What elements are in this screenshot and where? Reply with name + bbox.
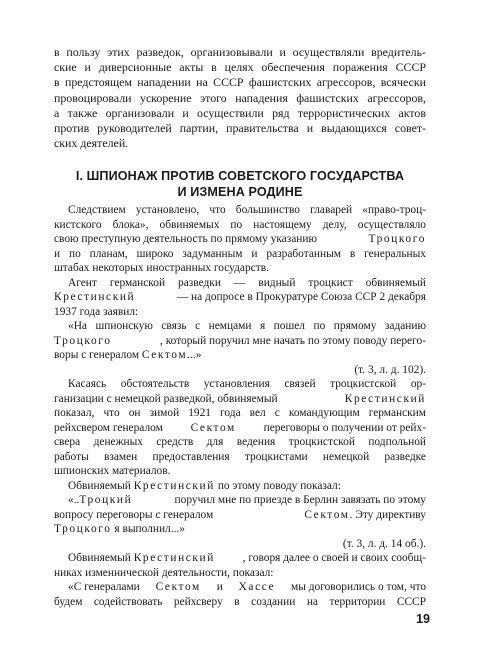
- section-body: [54, 203, 426, 609]
- text-line: 1937 года заявил:: [54, 305, 139, 318]
- text-run: , говоря далее о своей и своих сообщ-: [242, 552, 426, 564]
- text-line: против руководителей партии, правительства и выдающихся совет-: [54, 121, 426, 136]
- text-line: [54, 551, 426, 566]
- name-spaced: Троцкого: [54, 334, 112, 347]
- text-line: кистского блока», обвиняемых по настоящему делу, осуществляло: [54, 218, 426, 231]
- name-spaced: Сектом: [190, 421, 236, 434]
- text-run: и: [216, 581, 223, 593]
- text-line: [54, 232, 426, 247]
- text-line: шпионских материалов.: [54, 465, 171, 477]
- quote: [54, 319, 426, 377]
- text-line: [54, 479, 426, 494]
- text-run: свою преступную деятельность по прямому указанию: [54, 233, 317, 245]
- name-spaced: Сектом: [304, 508, 350, 521]
- text-line: Агент германской разведки — видный троцкист обвиняемый: [68, 276, 426, 289]
- paragraph: [54, 551, 426, 580]
- paragraph: [54, 377, 426, 479]
- text-line: в предстоящем нападении на СССР фашистских агрессоров, всячески: [54, 75, 426, 90]
- text-line: показал, что он зимой 1921 года вел с командующим германским: [54, 407, 426, 419]
- text-line: и по планам, широко задуманным и разработанным в генеральных: [54, 247, 426, 260]
- paragraph: [54, 479, 426, 494]
- text-run: переговоры о получении от рейх-: [263, 421, 426, 434]
- text-run: «С генералами: [68, 581, 140, 593]
- name-spaced: Троцкого: [54, 523, 112, 535]
- text-line: [54, 421, 426, 436]
- name-spaced: Хассе: [238, 581, 276, 593]
- text-line: никах изменнической деятельности, показал:: [54, 566, 274, 579]
- text-line: штабах некоторых иностранных государств.: [54, 262, 269, 274]
- text-line: а также организовали и осуществили ряд террористических актов: [54, 105, 426, 120]
- quote: [54, 493, 426, 551]
- text-line: будем содействовать рейхсверу в создании на территории СССР: [54, 595, 426, 608]
- text-run: Обвиняемый: [68, 552, 131, 564]
- reference: (т. 3, л. д. 102).: [354, 363, 426, 376]
- text-run: мы договорились о том, что: [291, 581, 426, 593]
- text-run: рейхсвером генералом: [54, 421, 163, 434]
- text-line: работы взамен предоставления троцкистами немецкой разведке: [54, 450, 426, 463]
- name-spaced: Троцкого: [368, 233, 426, 245]
- section-heading: [54, 168, 426, 200]
- intro-paragraph: [54, 45, 426, 151]
- text-line: в пользу этих разведок, организовывали и осуществляли вредитель-: [54, 45, 426, 59]
- text-run: воры с генералом: [54, 349, 140, 361]
- name-spaced: Крестинский: [344, 392, 426, 405]
- quote: [54, 580, 426, 609]
- text-line: ских деятелей.: [54, 136, 129, 151]
- text-run: ганизации с немецкой разведкой, обвиняемый: [54, 392, 278, 405]
- name-spaced: Крестинский: [133, 479, 215, 492]
- text-line: [54, 508, 426, 523]
- text-run: — на допросе в Прокуратуре Союза ССР 2 декабря: [176, 291, 426, 303]
- text-run: . Эту директиву: [349, 508, 426, 521]
- name-spaced: Троцкий: [79, 494, 133, 506]
- paragraph: [54, 203, 426, 276]
- text-line: «На шпионскую связь с немцами я пошел по прямому заданию: [68, 320, 426, 332]
- text-line: [54, 392, 426, 407]
- text-run: , который поручил мне начать по этому поводу перего-: [160, 334, 426, 347]
- text-run: ...»: [187, 349, 202, 361]
- text-line: [54, 348, 426, 363]
- text-run: я выполнил...»: [114, 523, 185, 535]
- text-run: вопросу переговоры с генералом: [54, 508, 214, 521]
- text-run: «..: [68, 494, 80, 506]
- heading-line: I. ШПИОНАЖ ПРОТИВ СОВЕТСКОГО ГОСУДАРСТВА: [75, 169, 405, 183]
- text-line: [54, 290, 426, 305]
- text-line: [54, 580, 426, 595]
- text-line: Следствием установлено, что большинство главарей «право-троц-: [68, 204, 426, 216]
- text-line: ские и диверсионные акты в целях обеспечения поражения СССР: [54, 60, 426, 75]
- reference: (т. 3, л. д. 14 об.).: [342, 537, 426, 550]
- text-line: свера денежных средств для ведения троцкистской подпольной: [54, 436, 426, 448]
- name-spaced: Сектом: [155, 581, 201, 593]
- text-line: [54, 334, 426, 349]
- name-spaced: Крестинский: [133, 552, 215, 564]
- name-spaced: Крестинский: [54, 291, 136, 303]
- text-line: Касаясь обстоятельств установления связей троцкистской ор-: [68, 378, 426, 390]
- heading-line: И ИЗМЕНА РОДИНЕ: [177, 185, 303, 199]
- text-run: поручил мне по приезде в Берлин завязать по этому: [174, 494, 426, 506]
- paragraph: [54, 276, 426, 320]
- page-number: 19: [416, 612, 430, 626]
- text-run: по этому поводу показал:: [217, 479, 341, 492]
- text-line: [54, 493, 426, 508]
- name-spaced: Сектом: [141, 349, 188, 361]
- text-line: [54, 522, 426, 537]
- text-line: провоцировали ускорение этого нападения фашистских агрессоров,: [54, 90, 426, 105]
- text-run: Обвиняемый: [68, 479, 131, 492]
